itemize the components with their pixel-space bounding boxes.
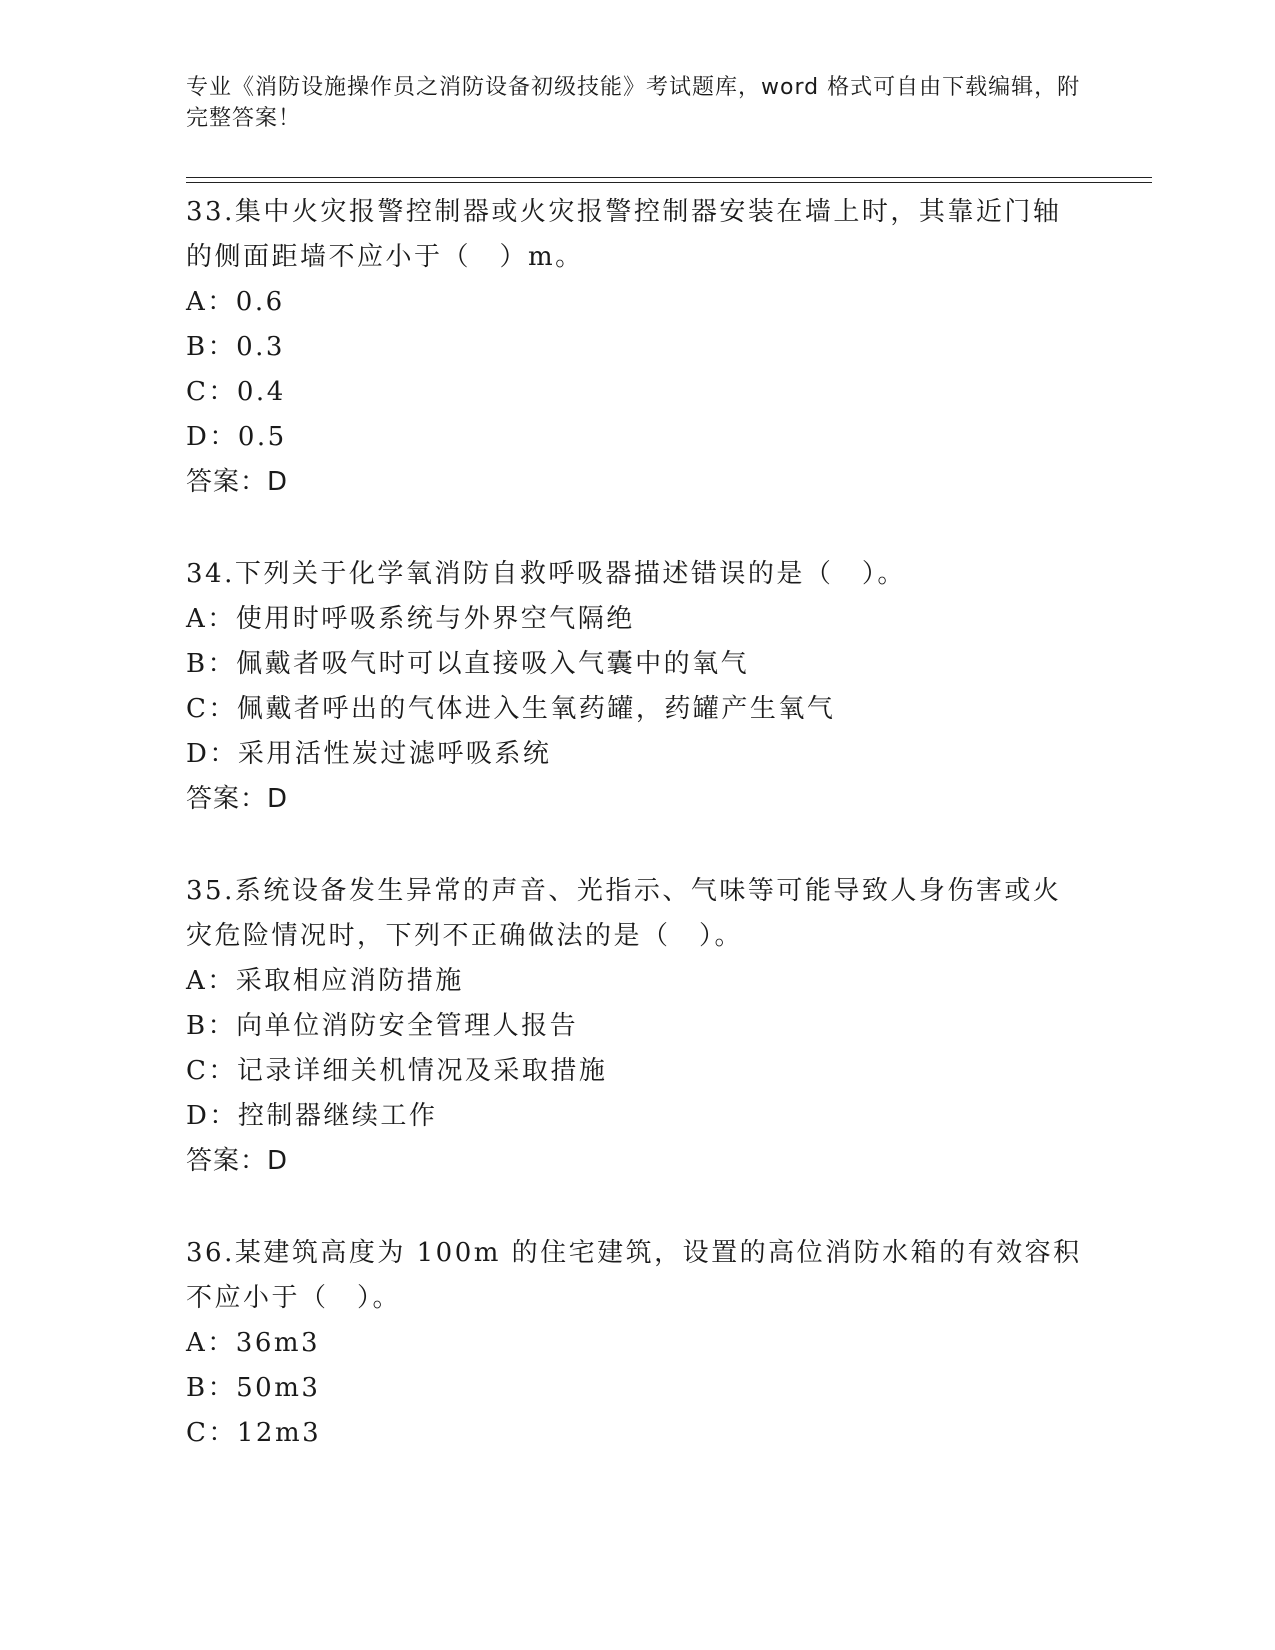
question-gap bbox=[186, 505, 1086, 552]
document-header: 专业《消防设施操作员之消防设备初级技能》考试题库，word 格式可自由下载编辑，附完整答案！ bbox=[186, 75, 1081, 131]
question-gap bbox=[186, 1184, 1086, 1231]
question-stem: 34.下列关于化学氧消防自救呼吸器描述错误的是（ ）。 bbox=[186, 559, 906, 589]
question-list bbox=[186, 190, 1086, 1456]
option-a: A：36m3 bbox=[186, 1328, 321, 1358]
question-34 bbox=[186, 552, 1086, 822]
option-c: C：记录详细关机情况及采取措施 bbox=[186, 1056, 608, 1086]
option-b: B：向单位消防安全管理人报告 bbox=[186, 1011, 579, 1041]
question-stem: 36.某建筑高度为 100m 的住宅建筑，设置的高位消防水箱的有效容积不应小于（ ）。 bbox=[186, 1238, 1082, 1313]
question-stem: 33.集中火灾报警控制器或火灾报警控制器安装在墙上时，其靠近门轴的侧面距墙不应小于（ ）m。 bbox=[186, 197, 1062, 272]
option-b: B：0.3 bbox=[186, 332, 285, 362]
option-b: B：佩戴者吸气时可以直接吸入气囊中的氧气 bbox=[186, 649, 750, 679]
option-a: A：0.6 bbox=[186, 287, 285, 317]
option-d: D：采用活性炭过滤呼吸系统 bbox=[186, 739, 552, 769]
header-rule-top bbox=[186, 177, 1152, 178]
question-gap bbox=[186, 822, 1086, 869]
option-c: C：0.4 bbox=[186, 377, 286, 407]
question-stem: 35.系统设备发生异常的声音、光指示、气味等可能导致人身伤害或火灾危险情况时，下列不正确做法的是（ ）。 bbox=[186, 876, 1062, 951]
header-rule-bottom bbox=[186, 182, 1152, 183]
option-c: C：佩戴者呼出的气体进入生氧药罐，药罐产生氧气 bbox=[186, 694, 836, 724]
answer: 答案：D bbox=[186, 1146, 289, 1176]
option-b: B：50m3 bbox=[186, 1373, 321, 1403]
option-a: A：采取相应消防措施 bbox=[186, 966, 464, 996]
answer: 答案：D bbox=[186, 784, 289, 814]
question-36 bbox=[186, 1231, 1086, 1456]
question-33 bbox=[186, 190, 1086, 505]
option-d: D：控制器继续工作 bbox=[186, 1101, 438, 1131]
option-d: D：0.5 bbox=[186, 422, 287, 452]
option-c: C：12m3 bbox=[186, 1418, 322, 1448]
option-a: A：使用时呼吸系统与外界空气隔绝 bbox=[186, 604, 635, 634]
answer: 答案：D bbox=[186, 467, 289, 497]
question-35 bbox=[186, 869, 1086, 1184]
